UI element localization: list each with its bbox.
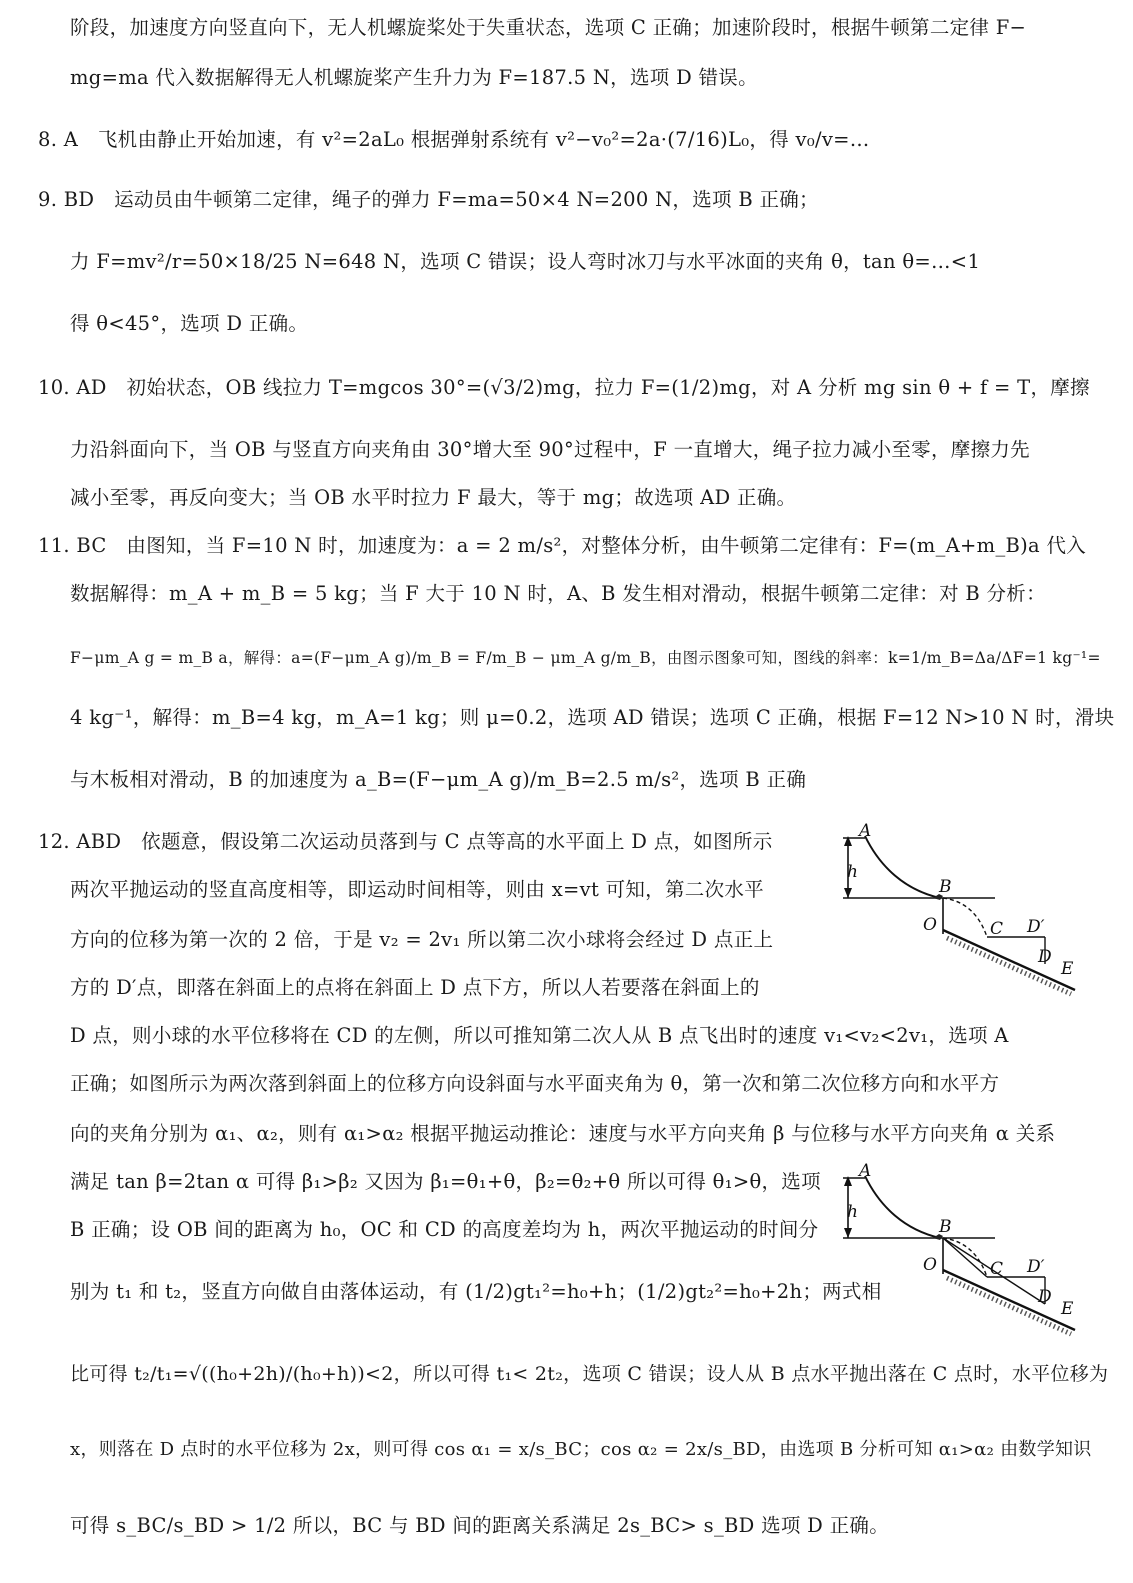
- label-b: B: [939, 1217, 952, 1237]
- text-line: 得 θ<45°，选项 D 正确。: [70, 312, 309, 335]
- slope: [943, 930, 1075, 990]
- text-line: 别为 t₁ 和 t₂，竖直方向做自由落体运动，有 (1/2)gt₁²=h₀+h；(1/2)gt₂²=h₀+2h；两式相: [70, 1280, 882, 1303]
- ski-jump-figure-2: [835, 1162, 1085, 1342]
- answer-10: 10. AD 初始状态，OB 线拉力 T=mgcos 30°=(√3/2)mg，拉力 F=(1/2)mg，对 A 分析 mg sin θ + f = T，摩擦: [38, 376, 1090, 399]
- text-line: 可得 s_BC/s_BD > 1/2 所以，BC 与 BD 间的距离关系满足 2s_BC> s_BD 选项 D 正确。: [70, 1514, 890, 1537]
- answer-12: 12. ABD 依题意，假设第二次运动员落到与 C 点等高的水平面上 D 点，如图所示: [38, 830, 773, 853]
- text-line: 方的 D′点，即落在斜面上的点将在斜面上 D 点下方，所以人若要落在斜面上的: [70, 976, 760, 999]
- slope-hatching: [947, 938, 1071, 994]
- ramp-curve: [865, 836, 940, 898]
- displacement-bc: [943, 1238, 987, 1277]
- text-line: D 点，则小球的水平位移将在 CD 的左侧，所以可推知第二次人从 B 点飞出时的速度 v₁<v₂<2v₁，选项 A: [70, 1024, 1009, 1047]
- text-line: 阶段，加速度方向竖直向下，无人机螺旋桨处于失重状态，选项 C 正确；加速阶段时，根据牛顿第二定律 F−: [70, 16, 1027, 39]
- text-line: 比可得 t₂/t₁=√((h₀+2h)/(h₀+h))<2，所以可得 t₁< 2t₂，选项 C 错误；设人从 B 点水平抛出落在 C 点时，水平位移为: [70, 1363, 1109, 1385]
- text-line: 满足 tan β=2tan α 可得 β₁>β₂ 又因为 β₁=θ₁+θ，β₂=θ₂+θ 所以可得 θ₁>θ，选项: [70, 1170, 821, 1193]
- text-line: 方向的位移为第一次的 2 倍，于是 v₂ = 2v₁ 所以第二次小球将会经过 D 点正上: [70, 928, 774, 951]
- label-h: h: [847, 862, 858, 882]
- label-o: O: [923, 1255, 937, 1275]
- text-line: 力 F=mv²/r=50×18/25 N=648 N，选项 C 错误；设人弯时冰刀与水平冰面的夹角 θ，tan θ=…<1: [70, 250, 981, 273]
- text-line: B 正确；设 OB 间的距离为 h₀，OC 和 CD 的高度差均为 h，两次平抛运动的时间分: [70, 1218, 819, 1241]
- height-arrow-head-bottom: [844, 888, 852, 898]
- height-arrow-head-bottom: [844, 1228, 852, 1238]
- text-line: F−μm_A g = m_B a，解得：a=(F−μm_A g)/m_B = F/m_B − μm_A g/m_B，由图示图象可知，图线的斜率：k=1/m_B=Δa/ΔF=1 kg⁻¹=: [70, 649, 1101, 667]
- trajectory-1: [943, 898, 987, 937]
- label-d: D: [1038, 947, 1052, 967]
- text-line: 正确；如图所示为两次落到斜面上的位移方向设斜面与水平面夹角为 θ，第一次和第二次位移方向和水平方: [70, 1072, 1000, 1095]
- text-line: 与木板相对滑动，B 的加速度为 a_B=(F−μm_A g)/m_B=2.5 m/s²，选项 B 正确: [70, 768, 807, 791]
- text-line: 数据解得：m_A + m_B = 5 kg；当 F 大于 10 N 时，A、B 发生相对滑动，根据牛顿第二定律：对 B 分析：: [70, 582, 1046, 605]
- slope: [943, 1270, 1075, 1330]
- text-line: x，则落在 D 点时的水平位移为 2x，则可得 cos α₁ = x/s_BC；cos α₂ = 2x/s_BD，由选项 B 分析可知 α₁>α₂ 由数学知识: [70, 1439, 1092, 1460]
- label-c: C: [990, 1259, 1004, 1279]
- answer-11: 11. BC 由图知，当 F=10 N 时，加速度为：a = 2 m/s²，对整体分析，由牛顿第二定律有：F=(m_A+m_B)a 代入: [38, 534, 1087, 557]
- label-e: E: [1061, 1299, 1074, 1319]
- slope-hatching: [947, 1278, 1071, 1334]
- label-d: D: [1038, 1287, 1052, 1307]
- label-d-prime: D′: [1027, 917, 1045, 937]
- ski-jump-figure-1: [835, 822, 1085, 1002]
- text-line: 减小至零，再反向变大；当 OB 水平时拉力 F 最大，等于 mg；故选项 AD 正确。: [70, 486, 797, 509]
- answer-8: 8. A 飞机由静止开始加速，有 v²=2aL₀ 根据弹射系统有 v²−v₀²=2a·(7/16)L₀，得 v₀/v=…: [38, 128, 870, 151]
- text-line: 4 kg⁻¹，解得：m_B=4 kg，m_A=1 kg；则 μ=0.2，选项 AD 错误；选项 C 正确，根据 F=12 N>10 N 时，滑块: [70, 706, 1115, 729]
- ramp-curve: [865, 1176, 940, 1238]
- text-line: 力沿斜面向下，当 OB 与竖直方向夹角由 30°增大至 90°过程中，F 一直增大，绳子拉力减小至零，摩擦力先: [70, 438, 1030, 461]
- answer-9: 9. BD 运动员由牛顿第二定律，绳子的弹力 F=ma=50×4 N=200 N，选项 B 正确；: [38, 188, 819, 211]
- label-h: h: [847, 1202, 858, 1222]
- label-o: O: [923, 915, 937, 935]
- text-line: 向的夹角分别为 α₁、α₂，则有 α₁>α₂ 根据平抛运动推论：速度与水平方向夹角 β 与位移与水平方向夹角 α 关系: [70, 1122, 1056, 1145]
- label-d-prime: D′: [1027, 1257, 1045, 1277]
- label-b: B: [939, 877, 952, 897]
- label-a: A: [859, 822, 872, 841]
- label-c: C: [990, 919, 1004, 939]
- text-line: mg=ma 代入数据解得无人机螺旋桨产生升力为 F=187.5 N，选项 D 错误。: [70, 66, 758, 89]
- label-e: E: [1061, 959, 1074, 979]
- text-line: 两次平抛运动的竖直高度相等，即运动时间相等，则由 x=vt 可知，第二次水平: [70, 878, 764, 901]
- label-a: A: [859, 1162, 872, 1181]
